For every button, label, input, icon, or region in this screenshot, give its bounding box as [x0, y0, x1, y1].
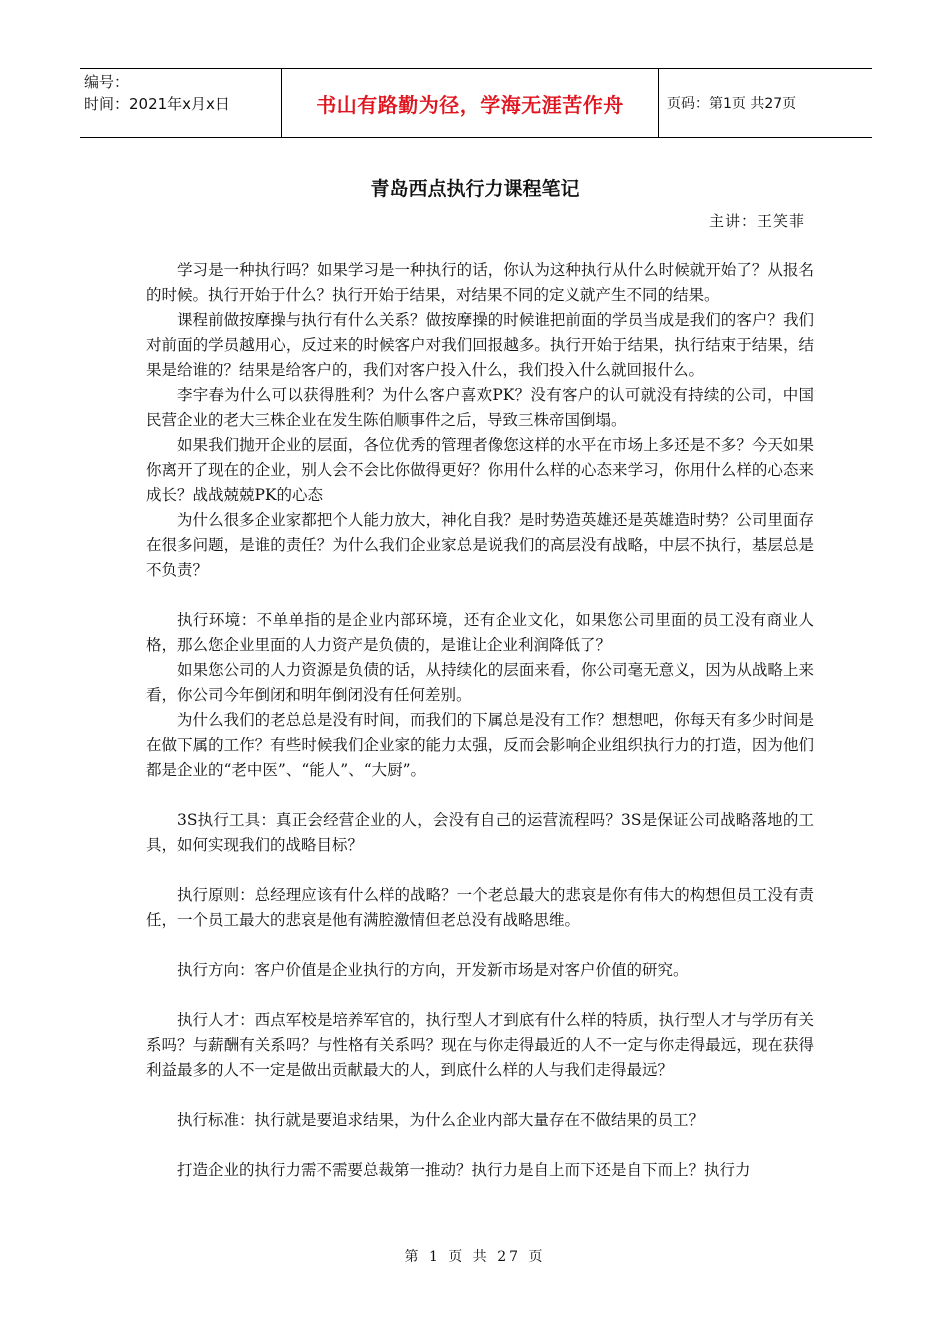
lecturer-line: 主讲：王笑菲 [708, 212, 805, 230]
paragraph: 为什么我们的老总总是没有时间，而我们的下属总是没有工作？想想吧，你每天有多少时间是在做下属的工作？有些时候我们企业家的能力太强，反而会影响企业组织执行力的打造，因为他们都是企业的“老中医”、“能人”、“大厨”。 [146, 711, 814, 779]
page-header [80, 68, 872, 138]
paragraph: 执行方向：客户价值是企业执行的方向，开发新市场是对客户价值的研究。 [177, 961, 689, 979]
paragraph: 执行人才：西点军校是培养军官的，执行型人才到底有什么样的特质，执行型人才与学历有关系吗？与薪酬有关系吗？与性格有关系吗？现在与你走得最近的人不一定与你走得最远，现在获得利益最多的人不一定是做出贡献最大的人，到底什么样的人与我们走得最远？ [146, 1011, 814, 1079]
header-motto: 书山有路勤为径，学海无涯苦作舟 [281, 69, 659, 137]
header-page-info: 页码：第1页 共27页 [667, 96, 797, 112]
paragraph: 课程前做按摩操与执行有什么关系？做按摩操的时候谁把前面的学员当成是我们的客户？我们对前面的学员越用心，反过来的时候客户对我们回报越多。执行开始于结果，执行结束于结果，结果是给谁的？结果是给客户的，我们对客户投入什么，我们投入什么就回报什么。 [146, 311, 814, 379]
paragraph: 执行标准：执行就是要追求结果，为什么企业内部大量存在不做结果的员工？ [177, 1111, 705, 1129]
date-label: 时间：2021年x月x日 [84, 95, 230, 113]
paragraph: 如果您公司的人力资源是负债的话，从持续化的层面来看，你公司毫无意义，因为从战略上来看，你公司今年倒闭和明年倒闭没有任何差别。 [146, 661, 814, 704]
paragraph: 执行原则：总经理应该有什么样的战略？一个老总最大的悲哀是你有伟大的构想但员工没有责任，一个员工最大的悲哀是他有满腔激情但老总没有战略思维。 [146, 886, 814, 929]
paragraph: 3S执行工具：真正会经营企业的人，会没有自己的运营流程吗？3S是保证公司战略落地的工具，如何实现我们的战略目标？ [146, 811, 814, 854]
paragraph: 如果我们抛开企业的层面，各位优秀的管理者像您这样的水平在市场上多还是不多？今天如果你离开了现在的企业，别人会不会比你做得更好？你用什么样的心态来学习，你用什么样的心态来成长？战战兢兢PK的心态 [146, 436, 814, 504]
paragraph: 打造企业的执行力需不需要总裁第一推动？执行力是自上而下还是自下而上？执行力 [177, 1161, 751, 1179]
header-meta [80, 69, 281, 137]
paragraph: 李宇春为什么可以获得胜利？为什么客户喜欢PK？没有客户的认可就没有持续的公司，中国民营企业的老大三株企业在发生陈伯顺事件之后，导致三株帝国倒塌。 [146, 386, 814, 429]
paragraph: 执行环境：不单单指的是企业内部环境，还有企业文化，如果您公司里面的员工没有商业人格，那么您企业里面的人力资产是负债的，是谁让企业利润降低了？ [146, 611, 814, 654]
document-body [146, 258, 814, 1183]
paragraph: 学习是一种执行吗？如果学习是一种执行的话，你认为这种执行从什么时候就开始了？从报名的时候。执行开始于什么？执行开始于结果，对结果不同的定义就产生不同的结果。 [146, 261, 814, 304]
number-label: 编号： [84, 73, 130, 91]
paragraph: 为什么很多企业家都把个人能力放大，神化自我？是时势造英雄还是英雄造时势？公司里面存在很多问题，是谁的责任？为什么我们企业家总是说我们的高层没有战略，中层不执行，基层总是不负责？ [146, 511, 814, 579]
page-footer: 第 1 页 共 27 页 [404, 1249, 546, 1265]
document-title: 青岛西点执行力课程笔记 [370, 178, 580, 200]
